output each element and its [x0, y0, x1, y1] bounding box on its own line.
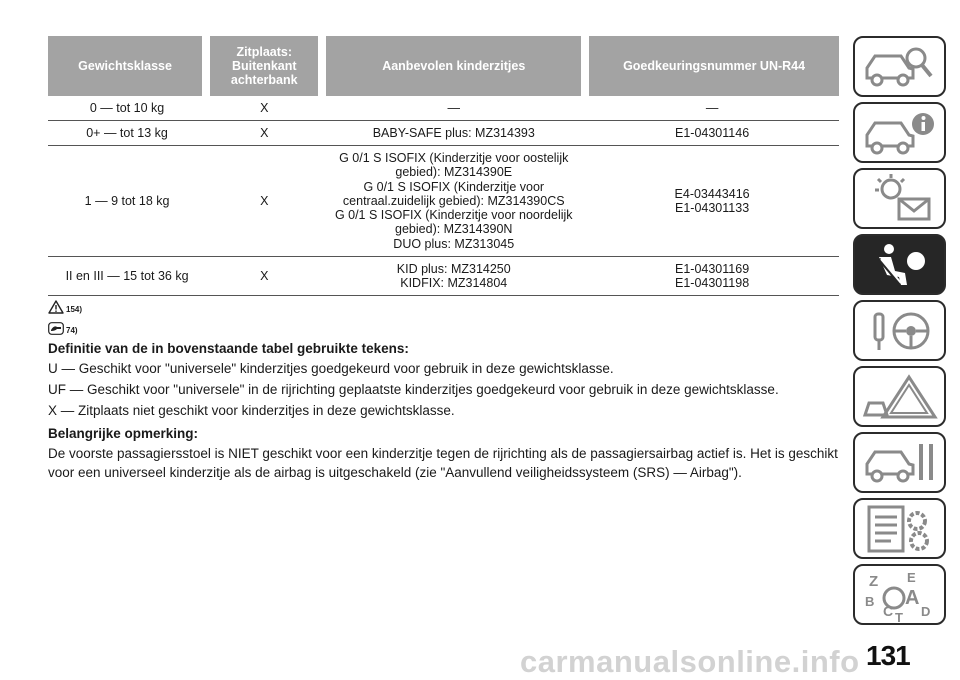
svg-text:B: B: [864, 593, 874, 609]
cell-seat: X: [206, 146, 322, 257]
svg-text:E: E: [906, 569, 916, 585]
svg-text:Z: Z: [868, 572, 878, 590]
definition-line: X — Zitplaats niet geschikt voor kinderzitjes in deze gewichtsklasse.: [48, 403, 455, 418]
cell-seat: X: [206, 257, 322, 296]
tab-maintenance[interactable]: [853, 432, 946, 493]
note-ref-number: 74): [66, 326, 78, 335]
specs-gear-icon: [861, 503, 939, 555]
table-row: [48, 257, 839, 296]
car-info-icon: [861, 108, 939, 158]
watermark: carmanualsonline.info: [520, 644, 860, 679]
tab-starting-driving[interactable]: [853, 300, 946, 361]
definition-line: U — Geschikt voor "universele" kinderzitjes goedgekeurd voor gebruik in deze gewichtsklasse.: [48, 361, 614, 376]
tab-car-search[interactable]: [853, 36, 946, 97]
svg-text:C: C: [882, 602, 893, 619]
note-hand-icon: [48, 322, 64, 335]
table-header-row: [48, 36, 839, 96]
cell-recommended: —: [322, 96, 585, 121]
cell-approval: E1-04301146: [585, 121, 839, 146]
cell-weight: 0+ — tot 13 kg: [48, 121, 206, 146]
svg-text:T: T: [894, 609, 903, 622]
warning-reference: [48, 300, 82, 314]
tab-safety[interactable]: [853, 234, 946, 295]
warning-ref-number: 154): [66, 305, 83, 314]
cell-approval: E4-03443416 E1-04301133: [585, 146, 839, 257]
cell-recommended: G 0/1 S ISOFIX (Kinderzitje voor oostelijk gebied): MZ314390E G 0/1 S ISOFIX (Kinderzitje voor centraal.zuidelijk gebied): MZ314390CS G 0/1 S ISOFIX (Kinderzitje voor noordelijk gebied): MZ314390N DUO plus: MZ313045: [322, 146, 585, 257]
cell-seat: X: [206, 96, 322, 121]
seat-airbag-icon: [861, 239, 939, 291]
cell-recommended: BABY-SAFE plus: MZ314393: [322, 121, 585, 146]
table-row: [48, 96, 839, 121]
warning-triangle-icon: [861, 371, 939, 423]
tab-index[interactable]: [853, 564, 946, 625]
alphabet-index-icon: [861, 568, 939, 622]
steering-key-icon: [861, 306, 939, 356]
note-reference: [48, 322, 78, 335]
tab-technical-data[interactable]: [853, 498, 946, 559]
cell-seat: X: [206, 121, 322, 146]
tab-car-info[interactable]: [853, 102, 946, 163]
cell-recommended: KID plus: MZ314250 KIDFIX: MZ314804: [322, 257, 585, 296]
tab-emergency[interactable]: [853, 366, 946, 427]
car-search-icon: [861, 42, 939, 92]
definitions-title: Definitie van de in bovenstaande tabel gebruikte tekens:: [48, 341, 409, 356]
header-approval-number: Goedkeuringsnummer UN-R44: [585, 36, 839, 96]
remark-title: Belangrijke opmerking:: [48, 426, 199, 441]
header-weight-class: Gewichtsklasse: [48, 36, 206, 96]
cell-weight: 1 — 9 tot 18 kg: [48, 146, 206, 257]
tab-lights-messages[interactable]: [853, 168, 946, 229]
definition-line: UF — Geschikt voor "universele" in de rijrichting geplaatste kinderzitjes goedgekeurd voor gebruik in deze gewichtsklasse.: [48, 382, 779, 397]
cell-weight: II en III — 15 tot 36 kg: [48, 257, 206, 296]
car-tools-icon: [861, 438, 939, 488]
svg-text:A: A: [904, 586, 919, 609]
cell-approval: —: [585, 96, 839, 121]
header-seat-position: Zitplaats: Buitenkant achterbank: [206, 36, 322, 96]
cell-approval: E1-04301169 E1-04301198: [585, 257, 839, 296]
header-recommended-seats: Aanbevolen kinderzitjes: [322, 36, 585, 96]
light-message-icon: [861, 173, 939, 225]
warning-triangle-icon: [48, 300, 64, 314]
page-number: 131: [866, 640, 910, 671]
table-row: [48, 146, 839, 257]
child-seat-table: [48, 36, 839, 296]
remark-text: De voorste passagiersstoel is NIET geschikt voor een kinderzitje tegen de rijrichting als de passagiersairbag actief is. Het is geschikt voor een universeel kinderzitje als de airbag is uitgeschakeld (zie "Aanvullend veiligheidssysteem (SRS) — Airbag").: [48, 446, 838, 480]
table-row: [48, 121, 839, 146]
svg-text:D: D: [920, 603, 930, 619]
cell-weight: 0 — tot 10 kg: [48, 96, 206, 121]
